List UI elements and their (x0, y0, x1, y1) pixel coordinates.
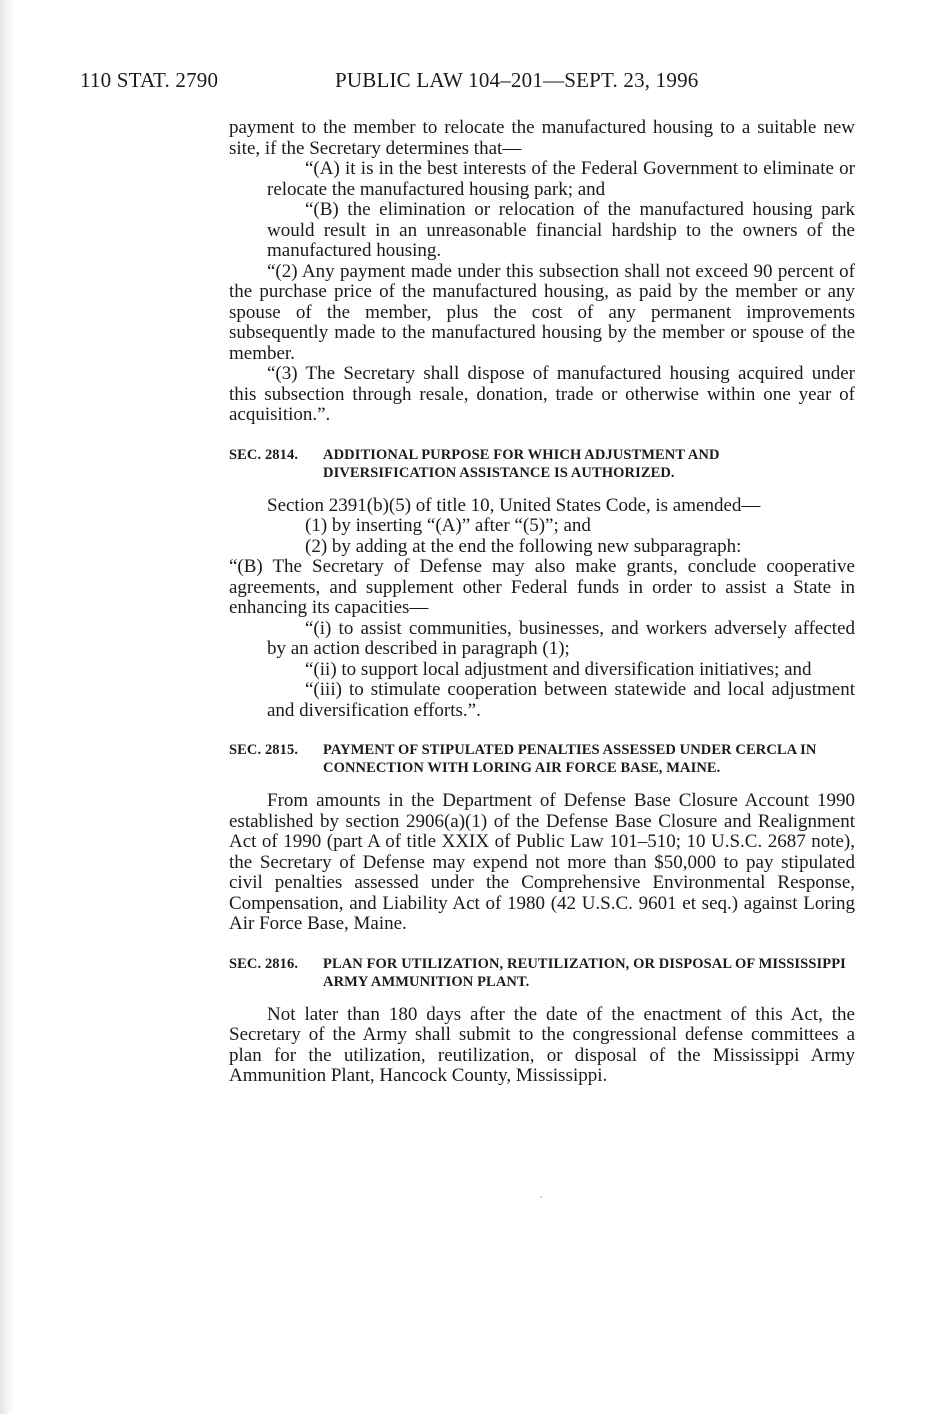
section-2814-item-2: (2) by adding at the end the following new subparagraph: (305, 535, 742, 557)
section-2814-intro: Section 2391(b)(5) of title 10, United States Code, is amended— (267, 494, 761, 516)
section-2816-title: PLAN FOR UTILIZATION, REUTILIZATION, OR DISPOSAL OF MISSISSIPPI ARMY AMMUNITION PLANT. (323, 955, 846, 990)
section-2816-heading (229, 955, 855, 991)
document-body (229, 118, 855, 1087)
page-header (80, 68, 780, 96)
continuation-item-a: “(A) it is in the best interests of the Federal Government to eliminate or relocate the manufactured housing park; and (267, 158, 855, 200)
public-law-title: PUBLIC LAW 104–201—SEPT. 23, 1996 (335, 68, 699, 92)
section-2814-clause-ii: “(ii) to support local adjustment and diversification initiatives; and (305, 658, 812, 680)
section-2815-text: From amounts in the Department of Defense Base Closure Account 1990 established by section 2906(a)(1) of the Defense Base Closure and Realignment Act of 1990 (part A of title XXIX of Public Law 101–510; 10 U.S.C. 2687 note), the Secretary of Defense may expend not more than $50,000 to pay stipulated civil penalties assessed under the Comprehensive Environmental Response, Compensation, and Liability Act of 1980 (42 U.S.C. 9601 et seq.) against Loring Air Force Base, Maine. (229, 790, 855, 934)
section-2814-quoted-b: “(B) The Secretary of Defense may also make grants, conclude cooperative agreements, and supplement other Federal funds in order to assist a State in enhancing its capacities— (229, 556, 855, 618)
section-2815-heading (229, 741, 855, 777)
section-2814-clause-iii: “(iii) to stimulate cooperation between statewide and local adjustment and diversification efforts.”. (267, 679, 855, 721)
section-2814-title: ADDITIONAL PURPOSE FOR WHICH ADJUSTMENT AND DIVERSIFICATION ASSISTANCE IS AUTHORIZED. (323, 446, 720, 481)
continuation-paragraph-2: “(2) Any payment made under this subsection shall not exceed 90 percent of the purchase price of the manufactured housing, as paid by the member or any spouse of the member, plus the cost of any permanent improvements subsequently made to the manufactured housing by the member or spouse of the member. (229, 260, 855, 364)
continuation-paragraph-3: “(3) The Secretary shall dispose of manufactured housing acquired under this subsection through resale, donation, trade or otherwise within one year of acquisition.”. (229, 363, 855, 425)
section-2814-item-1: (1) by inserting “(A)” after “(5)”; and (305, 515, 591, 536)
scan-speck (540, 1196, 542, 1198)
section-2814-number: SEC. 2814. (229, 446, 299, 463)
section-2815-number: SEC. 2815. (229, 742, 299, 758)
section-2815-title: PAYMENT OF STIPULATED PENALTIES ASSESSED UNDER CERCLA IN CONNECTION WITH LORING AIR FORCE BASE, MAINE. (323, 742, 817, 776)
section-2814-clause-i: “(i) to assist communities, businesses, and workers adversely affected by an action described in paragraph (1); (267, 617, 855, 659)
stat-citation: 110 STAT. 2790 (80, 68, 219, 92)
section-2814-heading (229, 446, 855, 482)
continuation-intro: payment to the member to relocate the manufactured housing to a suitable new site, if the Secretary determines that— (229, 117, 855, 159)
scan-edge-shadow (0, 0, 14, 1414)
continuation-item-b: “(B) the elimination or relocation of the manufactured housing park would result in an unreasonable financial hardship to the owners of the manufactured housing. (267, 199, 855, 261)
section-2816-number: SEC. 2816. (229, 955, 299, 972)
section-2816-text: Not later than 180 days after the date of the enactment of this Act, the Secretary of the Army shall submit to the congressional defense committees a plan for the utilization, reutilization, or disposal of the Mississippi Army Ammunition Plant, Hancock County, Mississippi. (229, 1003, 855, 1086)
